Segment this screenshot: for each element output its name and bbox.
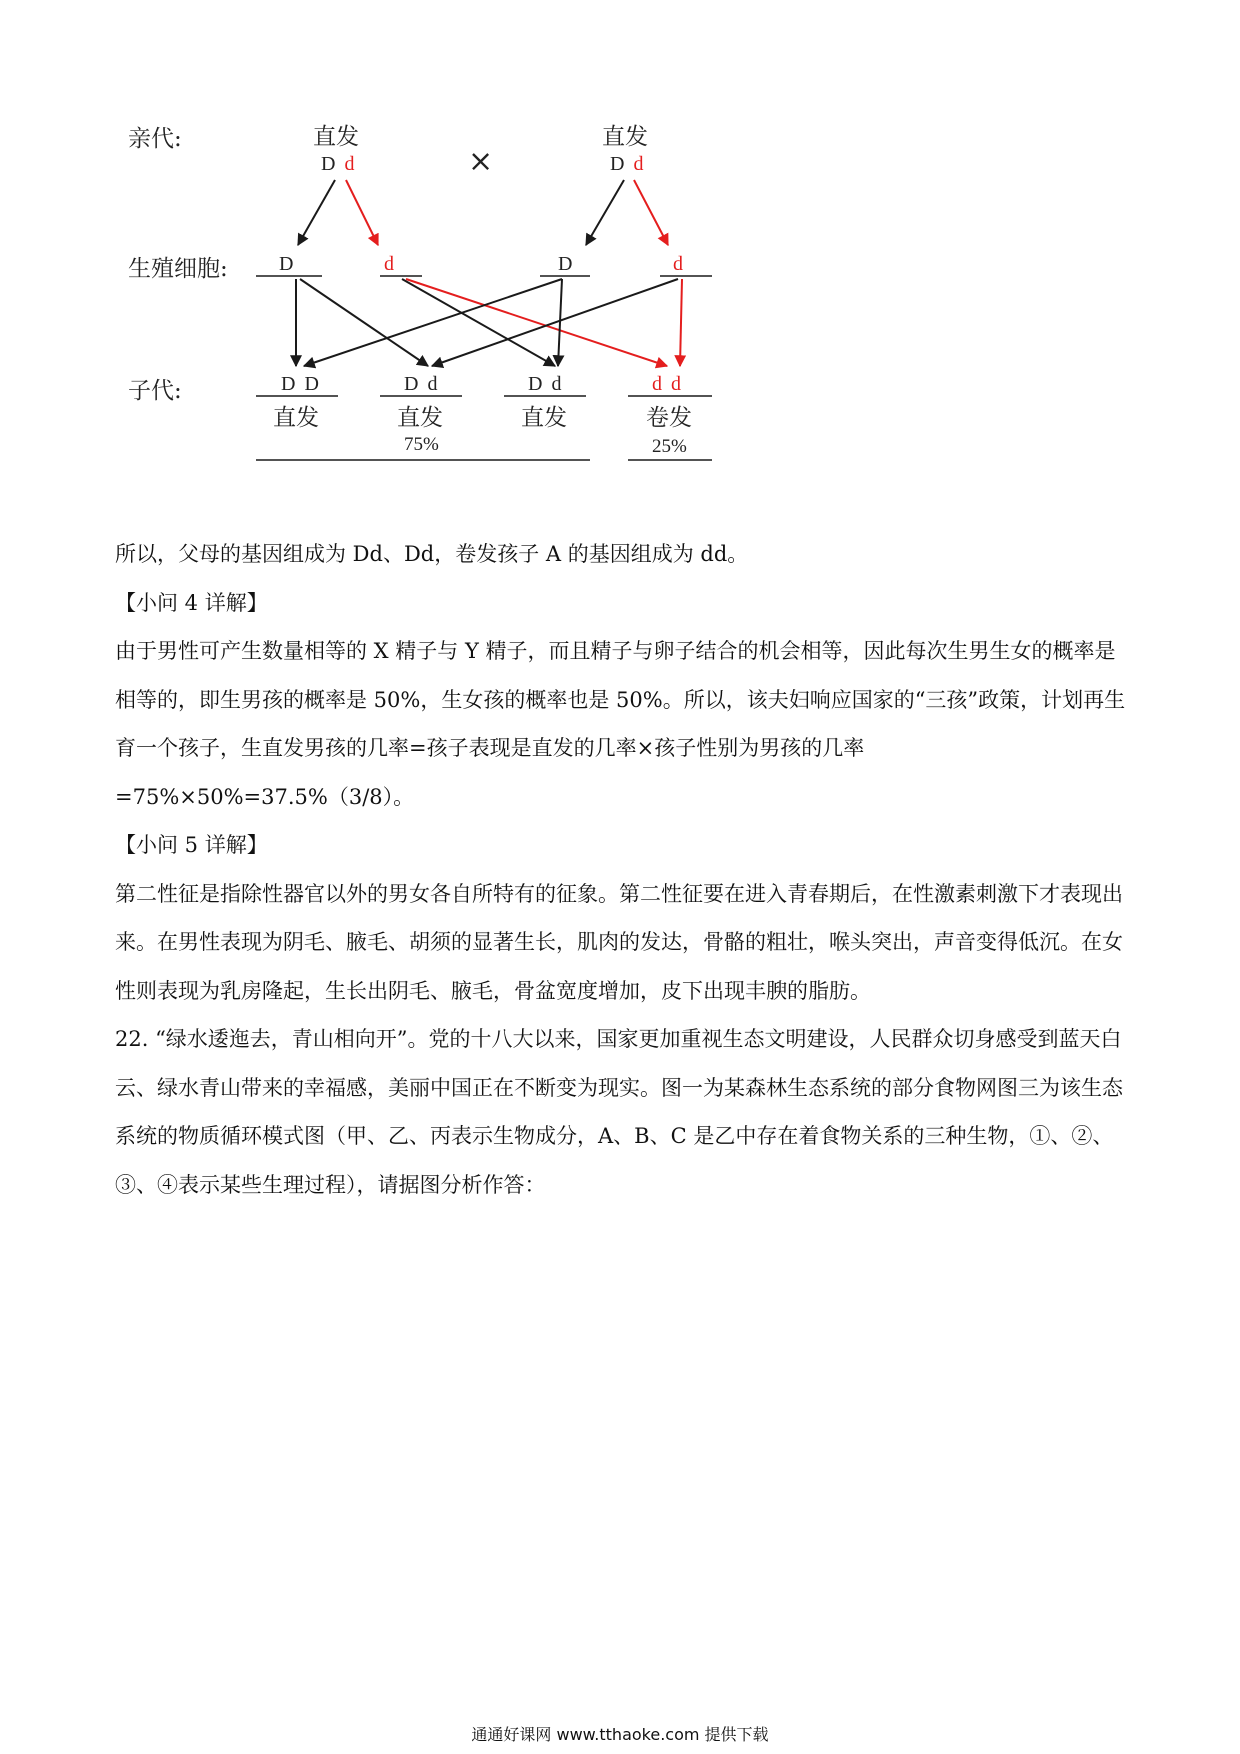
label-offspring: 子代:: [128, 378, 182, 404]
parent-right-trait: 直发: [602, 124, 648, 150]
parent-right-allele-d: d: [633, 153, 646, 175]
label-gametes: 生殖细胞:: [128, 256, 228, 282]
cross-sign: ×: [468, 144, 494, 179]
offspring-3-allele-2: d: [551, 373, 564, 395]
arrow-parent-right-to-d: [634, 180, 668, 245]
offspring-1-trait: 直发: [273, 405, 319, 431]
parent-left-trait: 直发: [313, 124, 359, 150]
question-22-paragraph: 22. “绿水逶迤去，青山相向开”。党的十八大以来，国家更加重视生态文明建设，人民群众切身感受到蓝天白云、绿水青山带来的幸福感，美丽中国正在不断变为现实。图一为某森林生态系统的部分食物网图三为该生态系统的物质循环模式图（甲、乙、丙表示生物成分，A、B、C 是乙中存在着食物关系的三种生物，①、②、③、④表示某些生理过程），请据图分析作答：: [115, 1027, 1123, 1197]
page-footer: 通通好课网 www.tthaoke.com 提供下载: [471, 1725, 769, 1744]
arrow-gamete2-to-offspring3: [402, 279, 555, 366]
label-parents: 亲代:: [128, 126, 182, 152]
arrow-gamete1-to-offspring2: [300, 279, 428, 366]
offspring-4-trait: 卷发: [646, 405, 692, 431]
offspring-1-allele-1: D: [281, 373, 298, 395]
section-heading-q5: 【小问 5 详解】: [115, 833, 268, 857]
ratio-recessive: 25%: [652, 436, 687, 457]
conclusion-paragraph: 所以，父母的基因组成为 Dd、Dd，卷发孩子 A 的基因组成为 dd。: [115, 542, 749, 566]
arrow-parent-right-to-D: [586, 180, 624, 245]
offspring-1-allele-2: D: [304, 373, 321, 395]
parent-left-allele-D: D: [321, 153, 338, 175]
offspring-3-allele-1: D: [528, 373, 545, 395]
arrow-gamete4-to-offspring2: [432, 279, 678, 366]
offspring-4-allele-1: d: [652, 373, 664, 395]
arrow-gamete4-to-offspring4: [680, 279, 682, 366]
q5-paragraph: 第二性征是指除性器官以外的男女各自所特有的征象。第二性征要在进入青春期后，在性激素刺激下才表现出来。在男性表现为阴毛、腋毛、胡须的显著生长，肌肉的发达，骨骼的粗壮，喉头突出，声音变得低沉。在女性则表现为乳房隆起，生长出阴毛、腋毛，骨盆宽度增加，皮下出现丰腴的脂肪。: [115, 881, 1123, 1003]
parent-right-allele-D: D: [610, 153, 627, 175]
gamete-4: d: [673, 253, 685, 275]
offspring-2-allele-2: d: [427, 373, 440, 395]
offspring-2-allele-1: D: [404, 373, 421, 395]
arrow-gamete3-to-offspring1: [304, 279, 562, 366]
offspring-3-trait: 直发: [521, 405, 567, 431]
arrow-parent-left-to-d: [346, 180, 378, 245]
arrow-gamete3-to-offspring3: [558, 279, 562, 366]
gamete-2: d: [384, 253, 396, 275]
q4-paragraph: 由于男性可产生数量相等的 X 精子与 Y 精子，而且精子与卵子结合的机会相等，因此每次生男生女的概率是相等的，即生男孩的概率是 50%，生女孩的概率也是 50%。所以，该夫妇响应国家的“三孩”政策，计划再生育一个孩子，生直发男孩的几率=孩子表现是直发的几率×孩子性别为男孩的几率=75%×50%=37.5%（3/8）。: [115, 639, 1126, 809]
arrow-parent-left-to-D: [298, 180, 335, 245]
offspring-4-allele-2: d: [671, 373, 683, 395]
offspring-underlines: [256, 396, 712, 460]
section-heading-q4: 【小问 4 详解】: [115, 590, 268, 615]
diagram-lines: [0, 0, 1240, 480]
ratio-dominant: 75%: [404, 434, 439, 455]
body-text: [115, 530, 1135, 1209]
gamete-1: D: [279, 253, 296, 275]
arrow-gamete2-to-offspring4: [406, 279, 667, 366]
parent-left-allele-d: d: [344, 153, 357, 175]
gamete-3: D: [558, 253, 575, 275]
offspring-2-trait: 直发: [397, 405, 443, 431]
